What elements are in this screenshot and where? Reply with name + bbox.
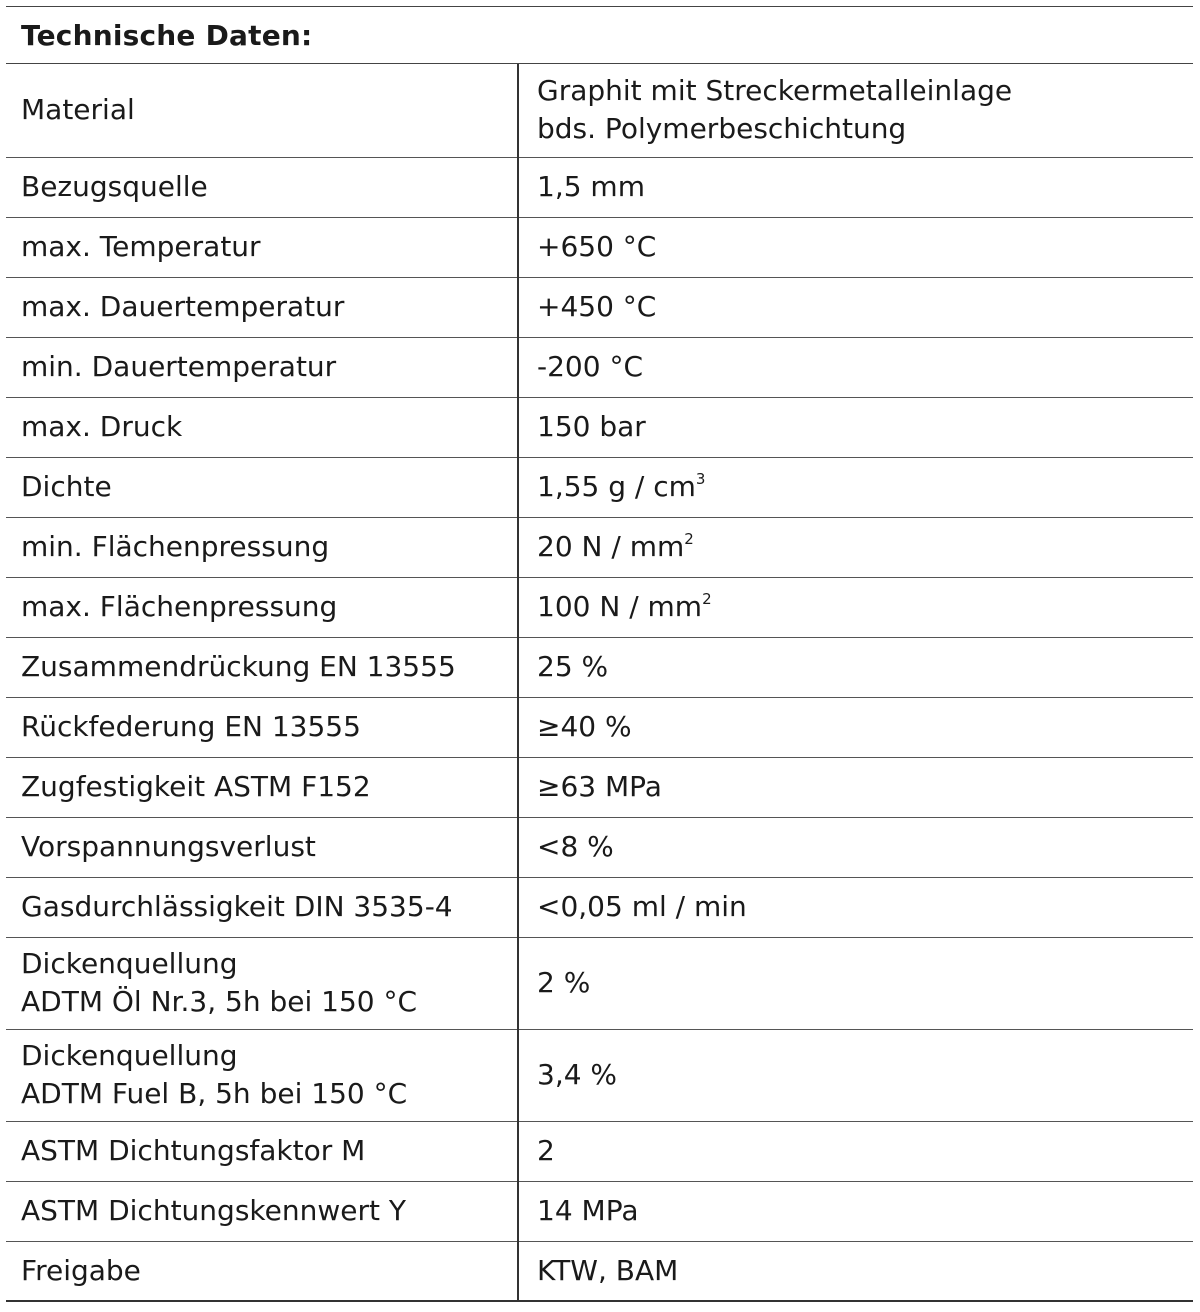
row-value: 1,5 mm (518, 157, 1193, 217)
label-line-1: Dickenquellung (21, 947, 238, 980)
row-label (6, 937, 518, 1029)
row-value: 14 MPa (518, 1181, 1193, 1241)
row-label: Zusammendrückung EN 13555 (6, 637, 518, 697)
table-row (6, 937, 1193, 1029)
label-line-1: Dickenquellung (21, 1039, 238, 1072)
row-label: Zugfestigkeit ASTM F152 (6, 757, 518, 817)
table-row (6, 1029, 1193, 1121)
row-value: 100 N / $mm^2$ (518, 577, 1193, 637)
superscript: 3 (695, 469, 706, 488)
row-value: 25 % (518, 637, 1193, 697)
row-value (518, 64, 1193, 157)
row-label: max. Druck (6, 397, 518, 457)
table-row (6, 517, 1193, 577)
table-row (6, 817, 1193, 877)
row-value: <0,05 ml / min (518, 877, 1193, 937)
table-row (6, 1181, 1193, 1241)
row-value: 150 bar (518, 397, 1193, 457)
table-row (6, 1121, 1193, 1181)
table-row (6, 757, 1193, 817)
row-label: min. Dauertemperatur (6, 337, 518, 397)
table-row (6, 217, 1193, 277)
table-row (6, 697, 1193, 757)
row-label: max. Temperatur (6, 217, 518, 277)
row-value: <8 % (518, 817, 1193, 877)
row-value: -200 °C (518, 337, 1193, 397)
row-label: Bezugsquelle (6, 157, 518, 217)
superscript: 2 (684, 529, 694, 548)
row-label: ASTM Dichtungskennwert Y (6, 1181, 518, 1241)
row-value: 2 % (518, 937, 1193, 1029)
row-value: ≥63 MPa (518, 757, 1193, 817)
row-label: max. Flächenpressung (6, 577, 518, 637)
row-value: 1,55 g / $cm^3$ (518, 457, 1193, 517)
label-line-2: ADTM Öl Nr.3, 5h bei 150 °C (21, 985, 418, 1018)
row-label: Rückfederung EN 13555 (6, 697, 518, 757)
table-row (6, 337, 1193, 397)
row-label: Dichte (6, 457, 518, 517)
technical-data-table (6, 64, 1193, 1302)
row-value: +650 °C (518, 217, 1193, 277)
row-value: ≥40 % (518, 697, 1193, 757)
row-label: Freigabe (6, 1241, 518, 1301)
value-line-1: Graphit mit Streckermetalleinlage (537, 74, 1013, 108)
table-row (6, 577, 1193, 637)
technical-data-sheet (6, 6, 1193, 1302)
row-label (6, 1029, 518, 1121)
superscript: 2 (702, 589, 712, 608)
row-value: 2 (518, 1121, 1193, 1181)
table-row (6, 877, 1193, 937)
table-row (6, 64, 1193, 157)
value-line-2: bds. Polymerbeschichtung (537, 112, 907, 146)
table-row (6, 637, 1193, 697)
row-label: ASTM Dichtungsfaktor M (6, 1121, 518, 1181)
row-label: Gasdurchlässigkeit DIN 3535-4 (6, 877, 518, 937)
label-line-2: ADTM Fuel B, 5h bei 150 °C (21, 1077, 408, 1110)
row-value: 3,4 % (518, 1029, 1193, 1121)
table-row (6, 277, 1193, 337)
table-title: Technische Daten: (6, 6, 1193, 64)
row-label: Material (6, 64, 518, 157)
row-value: 20 N / $mm^2$ (518, 517, 1193, 577)
table-row (6, 157, 1193, 217)
table-row (6, 1241, 1193, 1301)
row-label: max. Dauertemperatur (6, 277, 518, 337)
table-row (6, 457, 1193, 517)
row-value: KTW, BAM (518, 1241, 1193, 1301)
row-value: +450 °C (518, 277, 1193, 337)
table-row (6, 397, 1193, 457)
row-label: min. Flächenpressung (6, 517, 518, 577)
row-label: Vorspannungsverlust (6, 817, 518, 877)
